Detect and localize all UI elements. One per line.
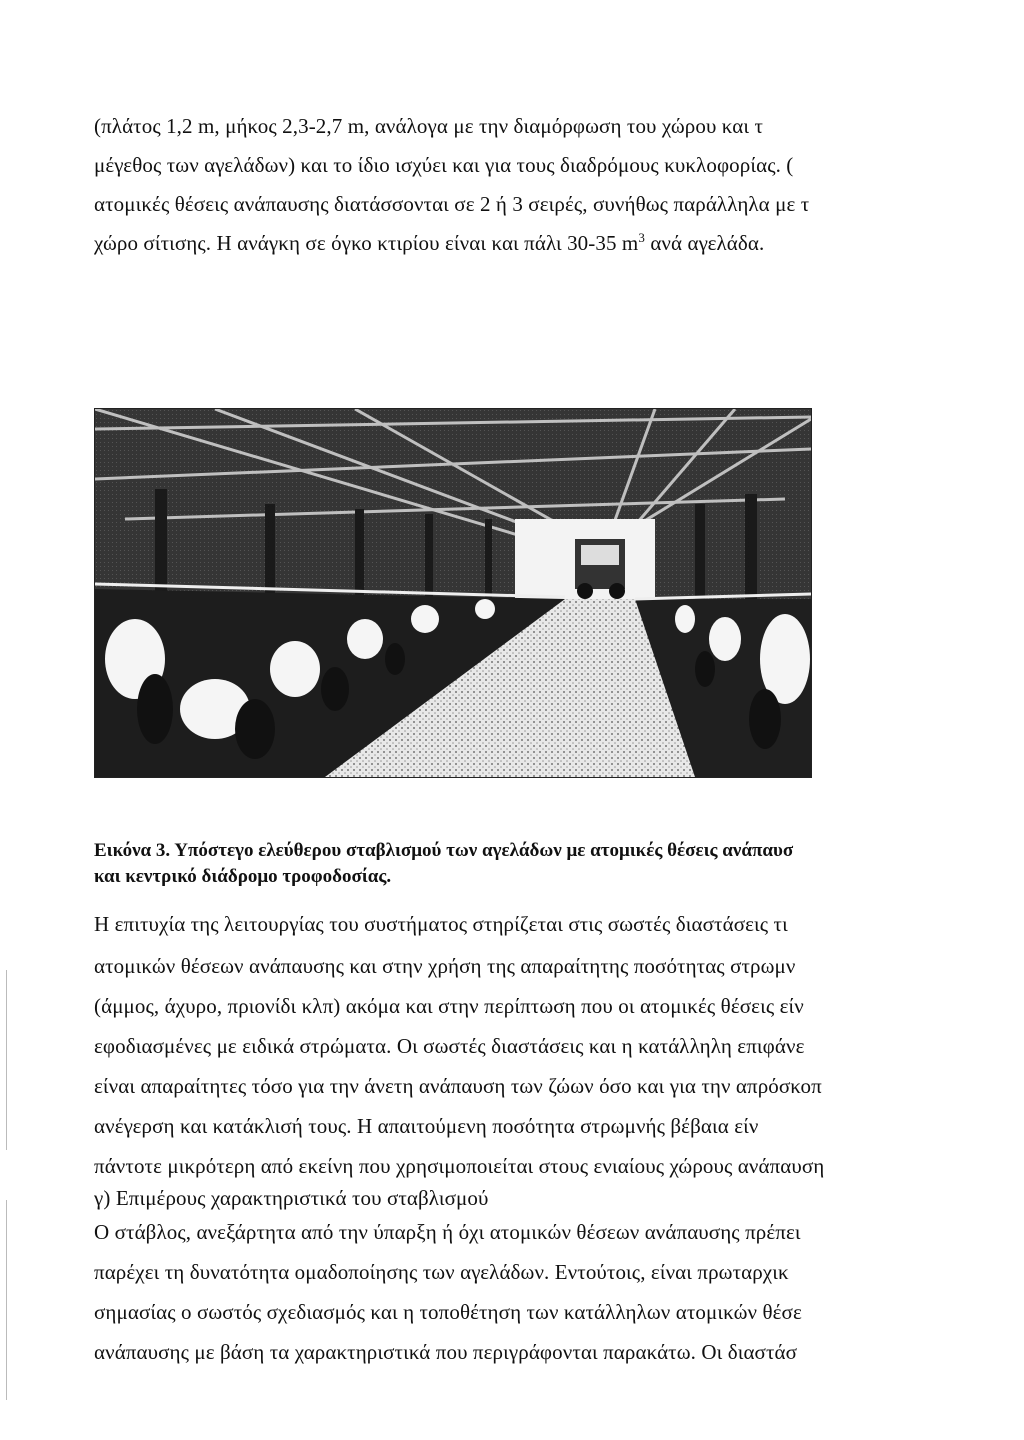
text-line: Η επιτυχία της λειτουργίας του συστήματος στηρίζεται στις σωστές διαστάσεις τι (94, 912, 788, 936)
text-line: εφοδιασμένες με ειδικά στρώματα. Οι σωστές διαστάσεις και η κατάλληλη επιφάνε (94, 1034, 805, 1058)
figure-label: Εικόνα 3. (94, 840, 171, 861)
figure-caption (94, 838, 1024, 864)
text-line: ανάπαυσης με βάση τα χαρακτηριστικά που περιγράφονται παρακάτω. Οι διαστάσ (94, 1340, 798, 1364)
text-line: ανέγερση και κατάκλισή τους. Η απαιτούμενη ποσότητα στρωμνής βέβαια είν (94, 1114, 759, 1138)
section-heading: γ) Επιμέρους χαρακτηριστικά του σταβλισμού (94, 1186, 489, 1210)
text-line: ατομικών θέσεων ανάπαυσης και στην χρήση της απαραίτητης ποσότητας στρωμν (94, 954, 796, 978)
text-line: παρέχει τη δυνατότητα ομαδοποίησης των αγελάδων. Εντούτοις, είναι πρωταρχικ (94, 1260, 789, 1284)
text-line: σημασίας ο σωστός σχεδιασμός και η τοποθέτηση των κατάλληλων ατομικών θέσε (94, 1300, 802, 1324)
scan-margin-marks (0, 970, 14, 1430)
superscript: 3 (638, 230, 645, 245)
caption-text: Υπόστεγο ελεύθερου σταβλισμού των αγελάδων με ατομικές θέσεις ανάπαυσ (170, 840, 794, 861)
text-line: μέγεθος των αγελάδων) και το ίδιο ισχύει και για τους διαδρόμους κυκλοφορίας. ( (94, 153, 794, 177)
text-line: είναι απαραίτητες τόσο για την άνετη ανάπαυση των ζώων όσο και για την απρόσκοπ (94, 1074, 822, 1098)
text-line: πάντοτε μικρότερη από εκείνη που χρησιμοποιείται στους ενιαίους χώρους ανάπαυση (94, 1154, 825, 1178)
barn-photo (94, 408, 812, 778)
text-line: Ο στάβλος, ανεξάρτητα από την ύπαρξη ή όχι ατομικών θέσεων ανάπαυσης πρέπει (94, 1220, 801, 1244)
text-fragment: χώρο σίτισης. Η ανάγκη σε όγκο κτιρίου είναι και πάλι 30-35 m (94, 231, 639, 255)
text-line: ατομικές θέσεις ανάπαυσης διατάσσονται σε 2 ή 3 σειρές, συνήθως παράλληλα με τ (94, 192, 810, 216)
text-line: (άμμος, άχυρο, πριονίδι κλπ) ακόμα και στην περίπτωση που οι ατομικές θέσεις είν (94, 994, 804, 1018)
text-line (94, 229, 1024, 257)
text-fragment: ανά αγελάδα. (644, 231, 765, 255)
figure-caption-cont: και κεντρικό διάδρομο τροφοδοσίας. (94, 866, 392, 887)
barn-illustration (95, 409, 811, 777)
text-line: (πλάτος 1,2 m, μήκος 2,3-2,7 m, ανάλογα με την διαμόρφωση του χώρου και τ (94, 114, 764, 138)
